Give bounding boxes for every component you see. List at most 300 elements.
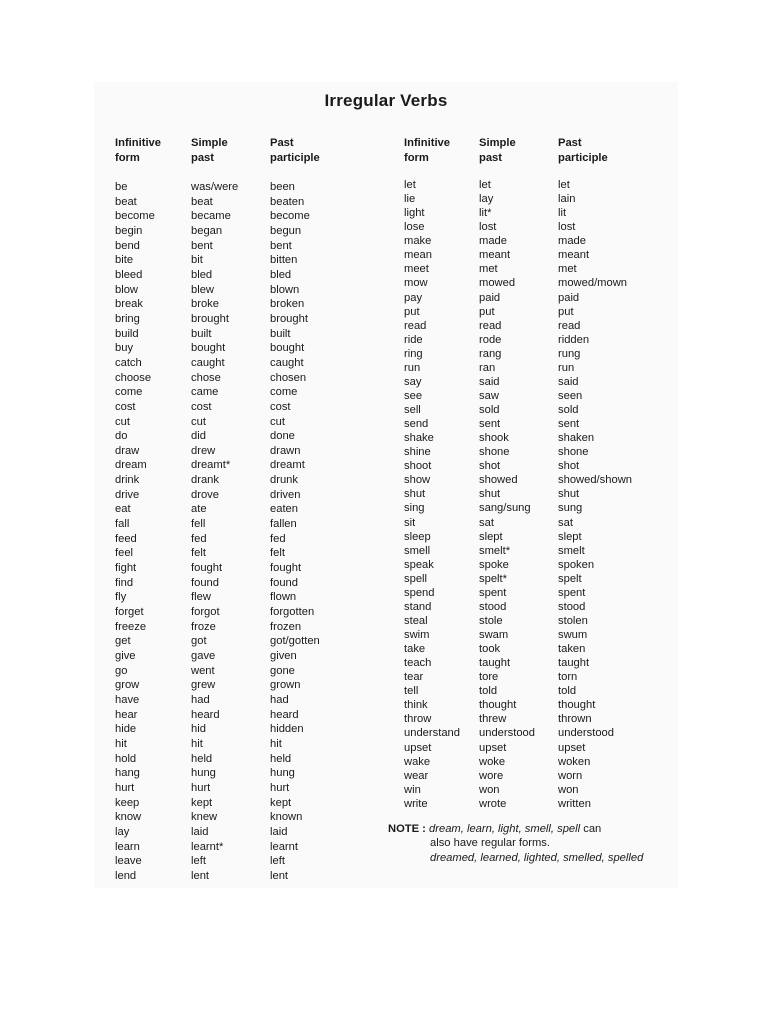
verb-cell: lost: [479, 221, 497, 234]
verb-cell: blow: [115, 283, 139, 296]
verb-cell: drunk: [270, 474, 298, 487]
verb-cell: hear: [115, 708, 138, 721]
verb-cell: shot: [558, 460, 580, 473]
verb-cell: thought: [558, 699, 596, 712]
verb-cell: broke: [191, 298, 219, 311]
verb-cell: upset: [479, 741, 507, 754]
verb-cell: lay: [115, 825, 130, 838]
verb-cell: lost: [558, 221, 576, 234]
verb-cell: stood: [558, 600, 586, 613]
verb-cell: shoot: [404, 460, 432, 473]
verb-cell: felt: [270, 547, 285, 560]
right-past-participle-column: [558, 136, 633, 810]
verb-cell: spelt: [558, 572, 582, 585]
verb-cell: think: [404, 699, 428, 712]
verb-cell: sleep: [404, 530, 431, 543]
verb-cell: teach: [404, 657, 432, 670]
verb-cell: built: [191, 327, 212, 340]
verb-cell: lie: [404, 193, 416, 206]
verb-cell: let: [479, 179, 491, 191]
verb-cell: mowed/mown: [558, 277, 628, 290]
verb-cell: rang: [479, 347, 502, 360]
verb-cell: shone: [479, 446, 510, 459]
verb-cell: torn: [558, 671, 578, 684]
left-simple-past-column: [191, 136, 239, 882]
right-infinitive-column: [404, 136, 460, 810]
verb-cell: forgotten: [270, 606, 315, 619]
verb-cell: found: [270, 576, 298, 589]
verb-cell: sent: [479, 418, 501, 431]
verb-cell: left: [191, 855, 206, 868]
verb-cell: built: [270, 327, 291, 340]
verb-cell: win: [404, 783, 421, 796]
verb-cell: eat: [115, 503, 131, 516]
verb-cell: let: [404, 179, 416, 191]
verb-cell: kept: [191, 796, 213, 809]
verb-cell: stand: [404, 600, 432, 613]
verb-cell: get: [115, 635, 131, 648]
verb-cell: broken: [270, 298, 305, 311]
verb-cell: hide: [115, 723, 137, 736]
verb-cell: bled: [270, 268, 292, 281]
verb-cell: had: [270, 693, 289, 706]
verb-cell: worn: [558, 769, 583, 782]
verb-cell: forget: [115, 606, 144, 619]
verb-cell: brought: [270, 312, 308, 325]
verb-cell: cost: [270, 400, 291, 413]
verb-cell: rung: [558, 347, 581, 360]
verb-cell: slept: [479, 530, 503, 543]
verb-cell: wrote: [479, 797, 507, 810]
past-participle-list: [270, 180, 320, 884]
header-simple-past: Simple past: [191, 137, 228, 164]
verb-cell: cost: [191, 400, 212, 413]
verb-cell: see: [404, 389, 423, 402]
verb-cell: choose: [115, 371, 152, 384]
verb-cell: ate: [191, 503, 207, 516]
verb-cell: hold: [115, 752, 137, 765]
verb-cell: frozen: [270, 620, 302, 633]
verb-cell: understood: [558, 727, 614, 740]
note-examples: dream, learn, light, smell, spell: [429, 823, 581, 835]
verb-cell: taken: [558, 643, 586, 656]
verb-cell: bleed: [115, 268, 143, 281]
verb-cell: ring: [404, 347, 423, 360]
verb-cell: pay: [404, 291, 423, 304]
verb-cell: knew: [191, 811, 218, 824]
verb-cell: driven: [270, 488, 301, 501]
verb-cell: lit*: [479, 207, 492, 220]
verb-cell: swim: [404, 629, 430, 641]
verb-cell: made: [479, 235, 507, 248]
left-past-participle-column: [270, 136, 320, 882]
note-line1-tail: can: [583, 823, 602, 835]
verb-cell: mean: [404, 249, 432, 262]
verb-cell: written: [558, 797, 591, 810]
header-past-participle: Past participle: [270, 137, 320, 164]
verb-cell: come: [115, 386, 143, 399]
verb-cell: stolen: [558, 614, 588, 627]
verb-cell: make: [404, 235, 432, 248]
verb-cell: seen: [558, 389, 583, 402]
verb-cell: been: [270, 181, 295, 193]
verb-cell: wore: [479, 769, 504, 782]
note-line-1: [388, 822, 643, 836]
verb-cell: found: [191, 576, 219, 589]
verb-cell: drive: [115, 488, 140, 501]
verb-cell: sat: [479, 516, 494, 529]
verb-cell: upset: [558, 741, 586, 754]
verb-cell: bitten: [270, 254, 298, 267]
verb-cell: leave: [115, 855, 142, 868]
verb-cell: buy: [115, 342, 134, 355]
verb-cell: meant: [479, 249, 511, 262]
verb-cell: felt: [191, 547, 206, 560]
verb-cell: spend: [404, 586, 435, 599]
verb-cell: swam: [479, 629, 509, 641]
verb-cell: froze: [191, 620, 216, 633]
verb-cell: began: [191, 224, 223, 237]
verb-cell: put: [558, 305, 574, 318]
verb-cell: spent: [558, 586, 586, 599]
verb-cell: shone: [558, 446, 589, 459]
verb-cell: spelt*: [479, 572, 507, 585]
verb-cell: wake: [404, 755, 431, 768]
verb-cell: learnt: [270, 840, 298, 853]
verb-cell: let: [558, 179, 570, 191]
verb-cell: paid: [558, 291, 580, 304]
verb-cell: went: [191, 664, 215, 677]
verb-cell: light: [404, 207, 425, 220]
verb-cell: fall: [115, 518, 130, 531]
verb-cell: ran: [479, 361, 496, 374]
verb-cell: begin: [115, 224, 143, 237]
verb-cell: cut: [191, 415, 206, 428]
header-simple-past: Simple past: [479, 137, 516, 164]
verb-cell: fed: [270, 532, 286, 545]
verb-cell: mow: [404, 277, 428, 290]
verb-cell: chose: [191, 371, 221, 384]
verb-cell: drawn: [270, 444, 301, 457]
verb-cell: got: [191, 635, 207, 648]
verb-cell: eaten: [270, 503, 298, 516]
verb-cell: held: [270, 752, 292, 765]
verb-cell: gave: [191, 650, 216, 662]
verb-cell: got/gotten: [270, 635, 320, 648]
verb-cell: freeze: [115, 620, 147, 633]
verb-cell: come: [270, 386, 298, 399]
verb-cell: be: [115, 181, 128, 193]
verb-cell: draw: [115, 444, 140, 457]
verb-cell: caught: [270, 356, 304, 369]
verb-cell: become: [115, 210, 155, 223]
verb-cell: given: [270, 650, 297, 662]
verb-cell: wear: [404, 769, 429, 782]
verb-cell: paid: [479, 291, 501, 304]
infinitive-list: [115, 180, 155, 884]
verb-cell: spoke: [479, 558, 509, 571]
verb-cell: threw: [479, 713, 507, 726]
verb-cell: sang/sung: [479, 502, 531, 515]
verb-cell: feed: [115, 532, 137, 545]
verb-cell: shine: [404, 446, 431, 459]
verb-cell: lent: [191, 869, 210, 882]
verb-cell: lose: [404, 221, 425, 234]
infinitive-list: [404, 178, 460, 811]
verb-cell: sung: [558, 502, 583, 515]
verb-cell: won: [479, 783, 500, 796]
verb-cell: understand: [404, 727, 460, 740]
verb-cell: grow: [115, 679, 140, 692]
verb-cell: cut: [115, 415, 130, 428]
verb-cell: sat: [558, 516, 573, 529]
verb-cell: took: [479, 643, 501, 656]
verb-cell: lend: [115, 869, 137, 882]
note-line-2: also have regular forms.: [430, 837, 551, 850]
verb-cell: begun: [270, 224, 302, 237]
verb-cell: upset: [404, 741, 432, 754]
verb-cell: shook: [479, 432, 509, 445]
verb-cell: rode: [479, 333, 502, 346]
verb-cell: sit: [404, 516, 416, 529]
verb-cell: left: [270, 855, 285, 868]
verb-cell: blown: [270, 283, 300, 296]
verb-cell: smelt: [558, 544, 585, 557]
verb-cell: bend: [115, 239, 140, 252]
verb-cell: run: [404, 361, 421, 374]
verb-cell: held: [191, 752, 213, 765]
verb-cell: learn: [115, 840, 140, 853]
verb-cell: laid: [270, 825, 288, 838]
verb-cell: kept: [270, 796, 292, 809]
verb-cell: brought: [191, 312, 229, 325]
verb-cell: told: [479, 685, 498, 698]
verb-cell: lain: [558, 193, 576, 206]
verb-cell: tore: [479, 671, 499, 684]
verb-cell: drew: [191, 444, 216, 457]
verb-cell: fought: [191, 562, 223, 575]
verb-cell: smell: [404, 544, 431, 557]
verb-cell: read: [479, 319, 502, 332]
verb-cell: said: [558, 375, 579, 388]
header-infinitive: Infinitive form: [115, 137, 161, 164]
verb-cell: shake: [404, 432, 434, 445]
verb-cell: laid: [191, 825, 209, 838]
verb-cell: steal: [404, 614, 428, 627]
verb-cell: put: [404, 305, 420, 318]
verb-cell: throw: [404, 713, 432, 726]
verb-cell: became: [191, 210, 231, 223]
verb-cell: smelt*: [479, 544, 511, 557]
verb-cell: dreamt: [270, 459, 305, 472]
verb-cell: mowed: [479, 277, 516, 290]
verb-cell: done: [270, 430, 295, 443]
verb-cell: blew: [191, 283, 215, 296]
verb-cell: met: [558, 263, 577, 276]
verb-cell: stood: [479, 600, 507, 613]
verb-sheet: [94, 82, 678, 888]
verb-cell: put: [479, 305, 495, 318]
simple-past-list: [479, 178, 535, 811]
verb-cell: shaken: [558, 432, 595, 445]
verb-cell: beat: [191, 195, 213, 208]
verb-cell: learnt*: [191, 840, 224, 853]
verb-cell: hit: [191, 737, 203, 750]
verb-cell: heard: [270, 708, 299, 721]
past-participle-list: [558, 178, 632, 811]
verb-cell: shut: [404, 488, 426, 501]
left-infinitive-column: [115, 136, 161, 882]
verb-cell: fed: [191, 532, 207, 545]
verb-cell: thrown: [558, 713, 592, 726]
verb-cell: gone: [270, 664, 295, 677]
header-past-participle: Past participle: [558, 137, 608, 164]
verb-cell: drink: [115, 474, 140, 487]
verb-cell: lent: [270, 869, 289, 882]
verb-cell: woke: [479, 755, 506, 768]
regular-forms-note: [388, 822, 643, 865]
verb-cell: dreamt*: [191, 459, 231, 472]
verb-cell: drove: [191, 488, 219, 501]
verb-cell: grown: [270, 679, 301, 692]
verb-cell: made: [558, 235, 586, 248]
verb-cell: hidden: [270, 723, 304, 736]
verb-cell: sell: [404, 404, 421, 416]
verb-cell: hung: [270, 767, 295, 780]
verb-cell: give: [115, 650, 136, 662]
verb-cell: beat: [115, 195, 137, 208]
verb-cell: flown: [270, 591, 297, 604]
verb-cell: spent: [479, 586, 507, 599]
verb-cell: taught: [479, 657, 511, 670]
verb-cell: read: [558, 319, 581, 332]
verb-cell: stole: [479, 614, 503, 627]
verb-cell: cost: [115, 400, 136, 413]
verb-cell: know: [115, 811, 142, 824]
verb-cell: heard: [191, 708, 220, 721]
verb-cell: shut: [558, 488, 580, 501]
verb-cell: tell: [404, 685, 419, 698]
verb-cell: take: [404, 643, 426, 656]
verb-cell: run: [558, 361, 575, 374]
verb-cell: fight: [115, 562, 137, 575]
verb-cell: taught: [558, 657, 590, 670]
verb-cell: had: [191, 693, 210, 706]
verb-cell: keep: [115, 796, 140, 809]
verb-cell: bent: [191, 239, 213, 252]
verb-cell: bent: [270, 239, 292, 252]
verb-cell: hang: [115, 767, 140, 780]
verb-cell: told: [558, 685, 577, 698]
verb-cell: fly: [115, 591, 127, 604]
page-title: Irregular Verbs: [324, 91, 448, 110]
verb-cell: hurt: [115, 781, 135, 794]
verb-cell: speak: [404, 558, 434, 571]
verb-cell: hid: [191, 723, 206, 736]
verb-cell: woken: [558, 755, 591, 768]
verb-cell: show: [404, 474, 431, 487]
verb-cell: sold: [558, 404, 579, 416]
verb-cell: fallen: [270, 518, 297, 531]
verb-cell: caught: [191, 356, 225, 369]
verb-cell: hit: [115, 737, 127, 750]
verb-cell: bled: [191, 268, 213, 281]
verb-cell: bought: [270, 342, 305, 355]
verb-cell: hit: [270, 737, 282, 750]
simple-past-list: [191, 180, 238, 884]
verb-cell: slept: [558, 530, 582, 543]
verb-cell: sold: [479, 404, 500, 416]
verb-cell: beaten: [270, 195, 305, 208]
verb-cell: hung: [191, 767, 216, 780]
verb-cell: catch: [115, 356, 142, 369]
verb-cell: met: [479, 263, 498, 276]
verb-cell: swum: [558, 629, 588, 641]
verb-cell: known: [270, 811, 303, 824]
verb-cell: hurt: [270, 781, 290, 794]
verb-cell: did: [191, 430, 206, 443]
verb-cell: understood: [479, 727, 535, 740]
verb-cell: bring: [115, 312, 140, 325]
verb-cell: said: [479, 375, 500, 388]
verb-cell: send: [404, 418, 429, 431]
verb-cell: fell: [191, 518, 206, 531]
verb-cell: chosen: [270, 371, 307, 384]
verb-cell: tear: [404, 671, 424, 684]
verb-cell: shot: [479, 460, 501, 473]
verb-cell: won: [558, 783, 579, 796]
note-label: NOTE :: [388, 823, 426, 835]
verb-cell: have: [115, 693, 140, 706]
verb-cell: ride: [404, 333, 423, 346]
verb-cell: showed: [479, 474, 518, 487]
verb-cell: spoken: [558, 558, 595, 571]
verb-cell: forgot: [191, 606, 220, 619]
verb-cell: read: [404, 319, 427, 332]
verb-cell: thought: [479, 699, 517, 712]
verb-cell: was/were: [191, 181, 239, 193]
note-line-3: dreamed, learned, lighted, smelled, spelled: [430, 851, 644, 864]
verb-cell: ridden: [558, 333, 590, 346]
verb-cell: dream: [115, 459, 147, 472]
verb-cell: become: [270, 210, 310, 223]
verb-cell: fought: [270, 562, 302, 575]
verb-cell: saw: [479, 389, 499, 402]
verb-cell: drank: [191, 474, 219, 487]
verb-cell: lit: [558, 207, 567, 220]
verb-cell: bit: [191, 254, 203, 267]
verb-cell: cut: [270, 415, 285, 428]
verb-cell: build: [115, 327, 139, 340]
verb-cell: lay: [479, 193, 494, 206]
verb-cell: say: [404, 375, 422, 388]
verb-cell: grew: [191, 679, 216, 692]
verb-cell: do: [115, 430, 128, 443]
right-simple-past-column: [479, 136, 535, 810]
verb-cell: meet: [404, 263, 429, 276]
verb-cell: go: [115, 664, 128, 677]
verb-cell: came: [191, 386, 219, 399]
verb-cell: break: [115, 298, 143, 311]
verb-cell: showed/shown: [558, 474, 633, 487]
verb-cell: bought: [191, 342, 226, 355]
verb-cell: find: [115, 576, 134, 589]
verb-cell: feel: [115, 547, 134, 560]
verb-cell: flew: [191, 591, 211, 604]
verb-cell: write: [404, 797, 428, 810]
verb-cell: bite: [115, 254, 134, 267]
header-infinitive: Infinitive form: [404, 137, 450, 164]
